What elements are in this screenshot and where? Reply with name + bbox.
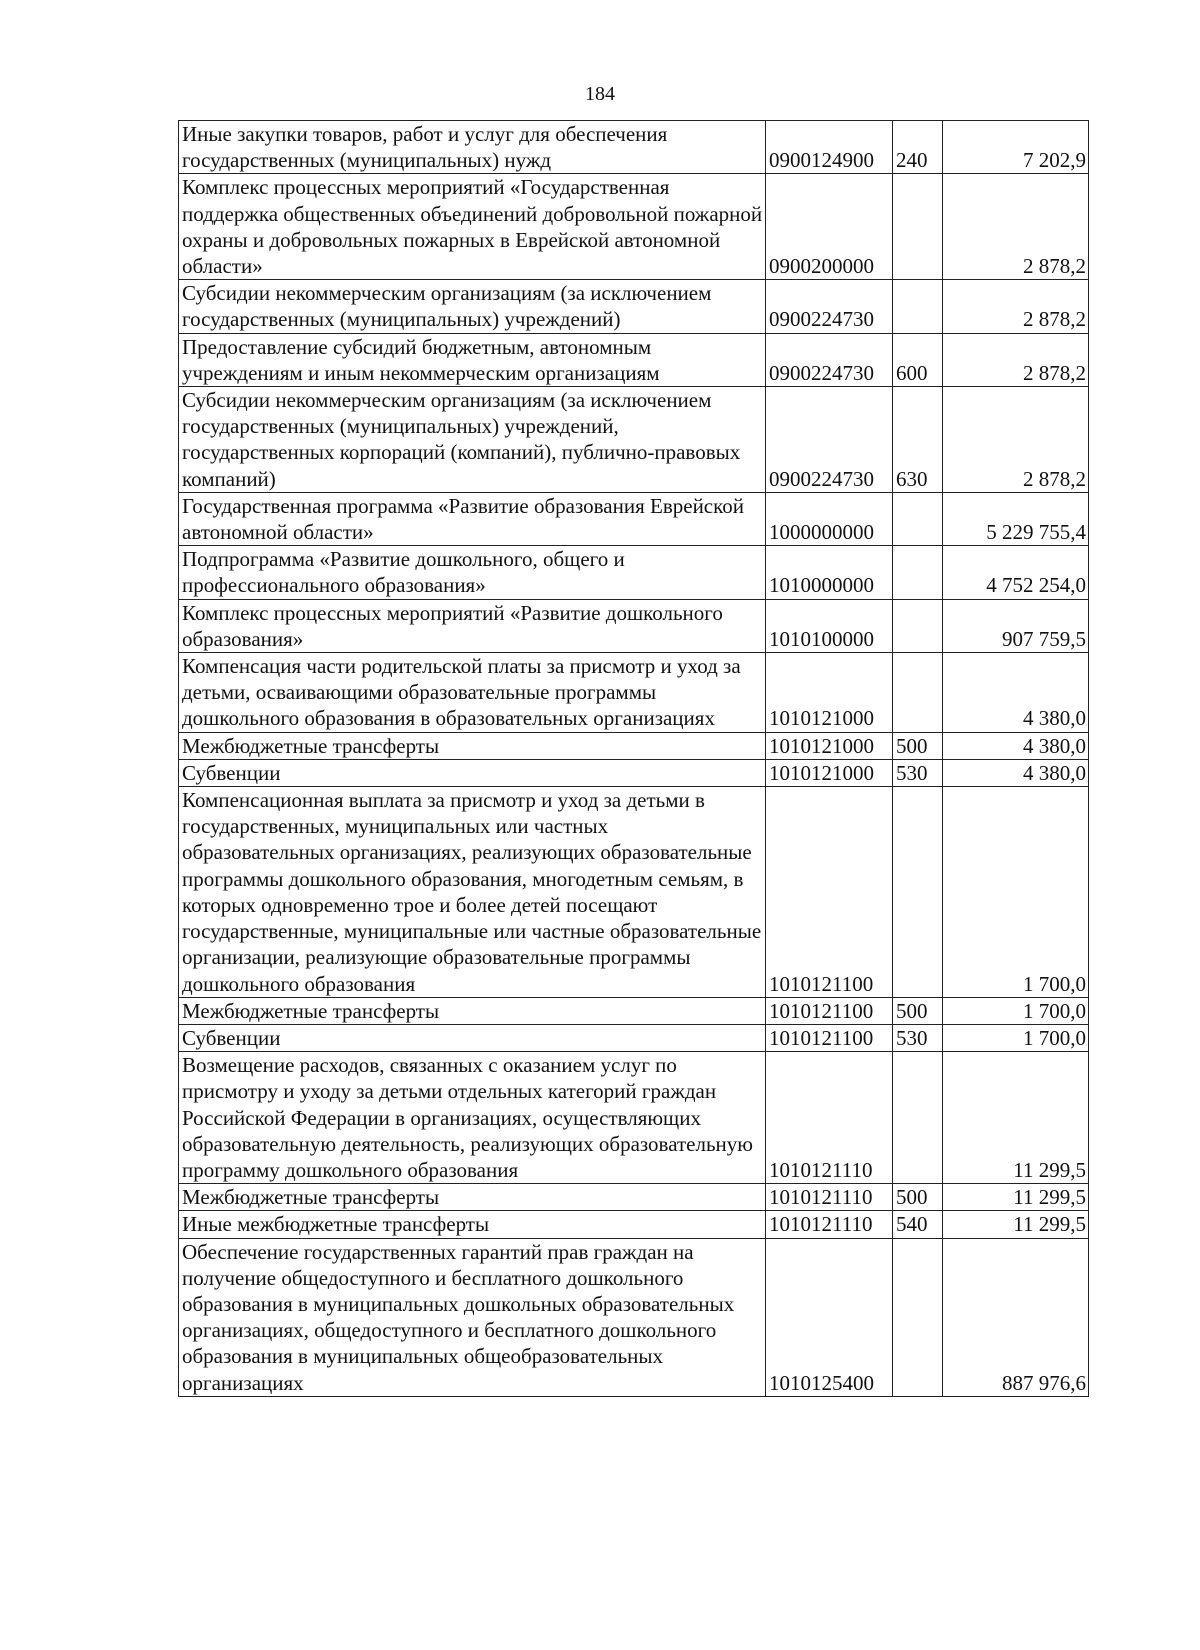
row-expense-type-cell: 540 bbox=[893, 1211, 943, 1238]
table-row bbox=[179, 387, 1089, 493]
table-row bbox=[179, 1024, 1089, 1051]
row-sum-cell: 4 380,0 bbox=[943, 759, 1089, 786]
row-sum-cell: 2 878,2 bbox=[943, 280, 1089, 333]
row-name-cell: Межбюджетные трансферты bbox=[179, 997, 766, 1024]
table-row bbox=[179, 121, 1089, 174]
row-name-cell: Субвенции bbox=[179, 759, 766, 786]
table-row bbox=[179, 759, 1089, 786]
table-row bbox=[179, 546, 1089, 599]
row-expense-type-cell: 530 bbox=[893, 1024, 943, 1051]
row-sum-cell: 4 380,0 bbox=[943, 653, 1089, 733]
row-code-cell: 1010100000 bbox=[766, 599, 893, 652]
table-row bbox=[179, 1211, 1089, 1238]
row-code-cell: 0900224730 bbox=[766, 333, 893, 386]
table-row bbox=[179, 280, 1089, 333]
row-sum-cell: 11 299,5 bbox=[943, 1052, 1089, 1184]
row-code-cell: 1010121000 bbox=[766, 759, 893, 786]
row-name-cell: Комплекс процессных мероприятий «Развитие дошкольного образования» bbox=[179, 599, 766, 652]
row-name-cell: Предоставление субсидий бюджетным, автономным учреждениям и иным некоммерческим организациям bbox=[179, 333, 766, 386]
row-sum-cell: 887 976,6 bbox=[943, 1238, 1089, 1396]
row-expense-type-cell bbox=[893, 1052, 943, 1184]
row-sum-cell: 1 700,0 bbox=[943, 787, 1089, 998]
row-expense-type-cell bbox=[893, 1238, 943, 1396]
row-name-cell: Подпрограмма «Развитие дошкольного, общего и профессионального образования» bbox=[179, 546, 766, 599]
table-row bbox=[179, 787, 1089, 998]
row-expense-type-cell bbox=[893, 546, 943, 599]
row-expense-type-cell bbox=[893, 599, 943, 652]
row-code-cell: 1010125400 bbox=[766, 1238, 893, 1396]
row-code-cell: 1010000000 bbox=[766, 546, 893, 599]
table-row bbox=[179, 492, 1089, 545]
table-row bbox=[179, 333, 1089, 386]
table-row bbox=[179, 1238, 1089, 1396]
row-code-cell: 1010121000 bbox=[766, 653, 893, 733]
table-row bbox=[179, 653, 1089, 733]
row-sum-cell: 5 229 755,4 bbox=[943, 492, 1089, 545]
row-code-cell: 1000000000 bbox=[766, 492, 893, 545]
row-expense-type-cell: 530 bbox=[893, 759, 943, 786]
row-sum-cell: 11 299,5 bbox=[943, 1184, 1089, 1211]
table-row bbox=[179, 174, 1089, 280]
table-row bbox=[179, 1184, 1089, 1211]
row-sum-cell: 2 878,2 bbox=[943, 174, 1089, 280]
row-code-cell: 1010121110 bbox=[766, 1052, 893, 1184]
table-row bbox=[179, 1052, 1089, 1184]
row-code-cell: 1010121110 bbox=[766, 1211, 893, 1238]
row-sum-cell: 907 759,5 bbox=[943, 599, 1089, 652]
row-name-cell: Компенсация части родительской платы за присмотр и уход за детьми, осваивающими образовательные программы дошкольного образования в образовательных организациях bbox=[179, 653, 766, 733]
row-name-cell: Возмещение расходов, связанных с оказанием услуг по присмотру и уходу за детьми отдельных категорий граждан Российской Федерации в организациях, осуществляющих образовательную деятельность, реализующих образовательную программу дошкольного образования bbox=[179, 1052, 766, 1184]
row-sum-cell: 2 878,2 bbox=[943, 387, 1089, 493]
row-name-cell: Субсидии некоммерческим организациям (за исключением государственных (муниципальных) учреждений, государственных корпораций (компаний), публично-правовых компаний) bbox=[179, 387, 766, 493]
row-sum-cell: 2 878,2 bbox=[943, 333, 1089, 386]
row-code-cell: 1010121000 bbox=[766, 732, 893, 759]
row-code-cell: 1010121100 bbox=[766, 1024, 893, 1051]
row-expense-type-cell bbox=[893, 492, 943, 545]
row-name-cell: Иные межбюджетные трансферты bbox=[179, 1211, 766, 1238]
row-sum-cell: 4 752 254,0 bbox=[943, 546, 1089, 599]
row-code-cell: 0900200000 bbox=[766, 174, 893, 280]
page-number: 184 bbox=[585, 83, 615, 105]
row-expense-type-cell: 500 bbox=[893, 732, 943, 759]
row-code-cell: 1010121100 bbox=[766, 997, 893, 1024]
row-expense-type-cell: 500 bbox=[893, 997, 943, 1024]
row-sum-cell: 11 299,5 bbox=[943, 1211, 1089, 1238]
row-sum-cell: 7 202,9 bbox=[943, 121, 1089, 174]
row-expense-type-cell bbox=[893, 280, 943, 333]
row-code-cell: 1010121110 bbox=[766, 1184, 893, 1211]
table-row bbox=[179, 599, 1089, 652]
row-expense-type-cell: 630 bbox=[893, 387, 943, 493]
row-name-cell: Межбюджетные трансферты bbox=[179, 732, 766, 759]
row-name-cell: Субвенции bbox=[179, 1024, 766, 1051]
row-code-cell: 0900224730 bbox=[766, 280, 893, 333]
table-row bbox=[179, 732, 1089, 759]
row-code-cell: 1010121100 bbox=[766, 787, 893, 998]
row-name-cell: Иные закупки товаров, работ и услуг для обеспечения государственных (муниципальных) нужд bbox=[179, 121, 766, 174]
row-expense-type-cell bbox=[893, 653, 943, 733]
row-sum-cell: 1 700,0 bbox=[943, 997, 1089, 1024]
row-sum-cell: 4 380,0 bbox=[943, 732, 1089, 759]
row-expense-type-cell: 240 bbox=[893, 121, 943, 174]
row-name-cell: Межбюджетные трансферты bbox=[179, 1184, 766, 1211]
row-name-cell: Компенсационная выплата за присмотр и уход за детьми в государственных, муниципальных или частных образовательных организациях, реализующих образовательные программы дошкольного образования, многодетным семьям, в которых одновременно трое и более детей посещают государственные, муниципальные или частные образовательные организации, реализующие образовательные программы дошкольного образования bbox=[179, 787, 766, 998]
row-name-cell: Обеспечение государственных гарантий прав граждан на получение общедоступного и бесплатного дошкольного образования в муниципальных дошкольных образовательных организациях, общедоступного и бесплатного дошкольного образования в муниципальных общеобразовательных организациях bbox=[179, 1238, 766, 1396]
row-sum-cell: 1 700,0 bbox=[943, 1024, 1089, 1051]
budget-table bbox=[178, 120, 1089, 1397]
row-name-cell: Субсидии некоммерческим организациям (за исключением государственных (муниципальных) учреждений) bbox=[179, 280, 766, 333]
row-expense-type-cell bbox=[893, 787, 943, 998]
row-expense-type-cell: 500 bbox=[893, 1184, 943, 1211]
row-expense-type-cell bbox=[893, 174, 943, 280]
budget-table-body bbox=[179, 121, 1089, 1397]
row-code-cell: 0900224730 bbox=[766, 387, 893, 493]
table-row bbox=[179, 997, 1089, 1024]
row-code-cell: 0900124900 bbox=[766, 121, 893, 174]
row-name-cell: Государственная программа «Развитие образования Еврейской автономной области» bbox=[179, 492, 766, 545]
row-expense-type-cell: 600 bbox=[893, 333, 943, 386]
row-name-cell: Комплекс процессных мероприятий «Государственная поддержка общественных объединений добровольной пожарной охраны и добровольных пожарных в Еврейской автономной области» bbox=[179, 174, 766, 280]
